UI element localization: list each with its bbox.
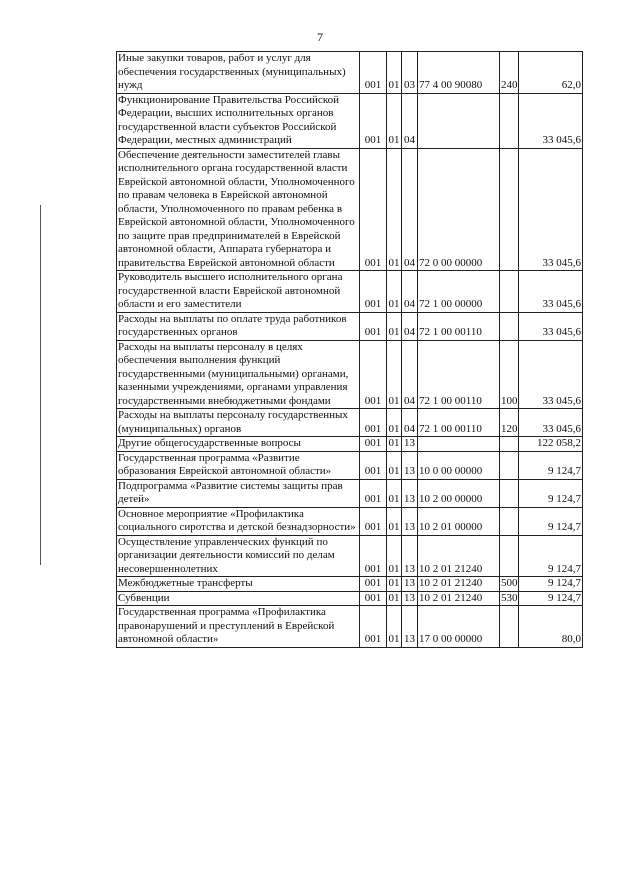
target-article-code: 10 0 00 00000 (418, 451, 500, 479)
subsection-code: 04 (402, 340, 418, 409)
table-row (117, 479, 583, 507)
target-article-code (418, 93, 500, 148)
row-name: Государственная программа «Развитие образования Еврейской автономной области» (117, 451, 360, 479)
row-name: Осуществление управленческих функций по организации деятельности комиссий по делам несовершеннолетних (117, 535, 360, 577)
expense-type-code (500, 148, 519, 271)
row-name: Расходы на выплаты персоналу государственных (муниципальных) органов (117, 409, 360, 437)
amount: 9 124,7 (519, 535, 583, 577)
ved-code: 001 (360, 606, 387, 648)
amount: 9 124,7 (519, 451, 583, 479)
target-article-code: 72 1 00 00110 (418, 312, 500, 340)
budget-table-body (117, 52, 583, 648)
row-name: Другие общегосударственные вопросы (117, 437, 360, 452)
section-code: 01 (387, 93, 402, 148)
target-article-code: 10 2 01 00000 (418, 507, 500, 535)
table-row (117, 340, 583, 409)
section-code: 01 (387, 271, 402, 313)
ved-code: 001 (360, 591, 387, 606)
amount: 33 045,6 (519, 340, 583, 409)
target-article-code: 77 4 00 90080 (418, 52, 500, 94)
ved-code: 001 (360, 340, 387, 409)
section-code: 01 (387, 535, 402, 577)
amount: 9 124,7 (519, 479, 583, 507)
ved-code: 001 (360, 271, 387, 313)
amount: 33 045,6 (519, 271, 583, 313)
table-row (117, 577, 583, 592)
expense-type-code (500, 479, 519, 507)
subsection-code: 13 (402, 591, 418, 606)
table-row (117, 271, 583, 313)
expense-type-code (500, 271, 519, 313)
expense-type-code: 120 (500, 409, 519, 437)
table-row (117, 535, 583, 577)
ved-code: 001 (360, 437, 387, 452)
budget-table (116, 51, 583, 648)
amount: 33 045,6 (519, 93, 583, 148)
subsection-code: 13 (402, 606, 418, 648)
amount: 33 045,6 (519, 409, 583, 437)
table-row (117, 52, 583, 94)
subsection-code: 04 (402, 409, 418, 437)
row-name: Иные закупки товаров, работ и услуг для обеспечения государственных (муниципальных) нужд (117, 52, 360, 94)
ved-code: 001 (360, 312, 387, 340)
target-article-code: 10 2 00 00000 (418, 479, 500, 507)
expense-type-code: 240 (500, 52, 519, 94)
expense-type-code (500, 312, 519, 340)
amount: 62,0 (519, 52, 583, 94)
target-article-code: 72 1 00 00000 (418, 271, 500, 313)
section-code: 01 (388, 577, 400, 589)
target-article-code: 72 1 00 00110 (418, 409, 500, 437)
table-row (117, 312, 583, 340)
amount: 33 045,6 (519, 148, 583, 271)
page-number: 7 (317, 30, 323, 44)
expense-type-code (500, 437, 519, 452)
subsection-code: 04 (402, 148, 418, 271)
subsection-code: 13 (402, 451, 418, 479)
expense-type-code (500, 507, 519, 535)
section-code: 01 (387, 409, 402, 437)
target-article-code (418, 437, 500, 452)
table-row (117, 606, 583, 648)
section-code: 01 (388, 437, 400, 449)
expense-type-code: 100 (500, 340, 519, 409)
expense-type-code: 500 (501, 577, 518, 589)
table-row (117, 437, 583, 452)
section-code: 01 (387, 148, 402, 271)
ved-code: 001 (360, 52, 387, 94)
ved-code: 001 (360, 409, 387, 437)
section-code: 01 (387, 479, 402, 507)
amount: 9 124,7 (519, 507, 583, 535)
table-row (117, 93, 583, 148)
amount: 9 124,7 (519, 577, 583, 592)
ved-code: 001 (360, 577, 387, 592)
row-name: Руководитель высшего исполнительного органа государственной власти Еврейской автономной области и его заместители (117, 271, 360, 313)
subsection-code: 13 (402, 437, 418, 452)
row-name: Подпрограмма «Развитие системы защиты прав детей» (117, 479, 360, 507)
table-row (117, 451, 583, 479)
target-article-code: 10 2 01 21240 (418, 577, 500, 592)
table-row (117, 507, 583, 535)
row-name: Основное мероприятие «Профилактика социального сиротства и детской безнадзорности» (117, 507, 360, 535)
ved-code: 001 (360, 535, 387, 577)
target-article-code: 10 2 01 21240 (418, 535, 500, 577)
subsection-code: 04 (402, 271, 418, 313)
table-row (117, 409, 583, 437)
row-name: Межбюджетные трансферты (117, 577, 360, 592)
amount: 33 045,6 (519, 312, 583, 340)
amount: 9 124,7 (519, 591, 583, 606)
subsection-code: 13 (402, 479, 418, 507)
expense-type-code (500, 606, 519, 648)
table-row (117, 591, 583, 606)
ved-code: 001 (360, 148, 387, 271)
ved-code: 001 (360, 93, 387, 148)
row-name: Государственная программа «Профилактика правонарушений и преступлений в Еврейской автономной области» (117, 606, 360, 648)
ved-code: 001 (360, 451, 387, 479)
ved-code: 001 (360, 479, 387, 507)
target-article-code: 72 0 00 00000 (418, 148, 500, 271)
subsection-code: 13 (402, 577, 418, 592)
section-code: 01 (388, 591, 400, 604)
amount: 80,0 (519, 606, 583, 648)
subsection-code: 13 (402, 535, 418, 577)
subsection-code: 03 (402, 52, 418, 94)
section-code: 01 (387, 507, 402, 535)
subsection-code: 04 (402, 93, 418, 148)
row-name: Функционирование Правительства Российской Федерации, высших исполнительных органов государственной власти субъектов Российской Федерации, местных администраций (117, 93, 360, 148)
expense-type-code (500, 451, 519, 479)
target-article-code: 17 0 00 00000 (418, 606, 500, 648)
target-article-code: 10 2 01 21240 (418, 591, 500, 606)
section-code: 01 (387, 451, 402, 479)
expense-type-code (500, 535, 519, 577)
target-article-code: 72 1 00 00110 (418, 340, 500, 409)
ved-code: 001 (360, 507, 387, 535)
expense-type-code (500, 93, 519, 148)
table-row (117, 148, 583, 271)
section-code: 01 (387, 312, 402, 340)
margin-line (40, 205, 41, 565)
subsection-code: 04 (402, 312, 418, 340)
row-name: Обеспечение деятельности заместителей главы исполнительного органа государственной власти Еврейской автономной области, Уполномоченного по правам человека в Еврейской автономной области, Уполномоченного по правам ребенка в Еврейской автономной области, Уполномоченного по защите прав предпринимателей в Еврейской автономной области, Аппарата губернатора и правительства Еврейской автономной области (117, 148, 360, 271)
section-code: 01 (387, 606, 402, 648)
expense-type-code: 530 (501, 591, 518, 604)
row-name: Расходы на выплаты персоналу в целях обеспечения выполнения функций государственными (муниципальными) органами, казенными учреждениями, органами управления государственными внебюджетными фондами (117, 340, 360, 409)
row-name: Субвенции (117, 591, 360, 606)
section-code: 01 (387, 52, 402, 94)
section-code: 01 (387, 340, 402, 409)
row-name: Расходы на выплаты по оплате труда работников государственных органов (117, 312, 360, 340)
subsection-code: 13 (402, 507, 418, 535)
amount: 122 058,2 (519, 437, 583, 452)
